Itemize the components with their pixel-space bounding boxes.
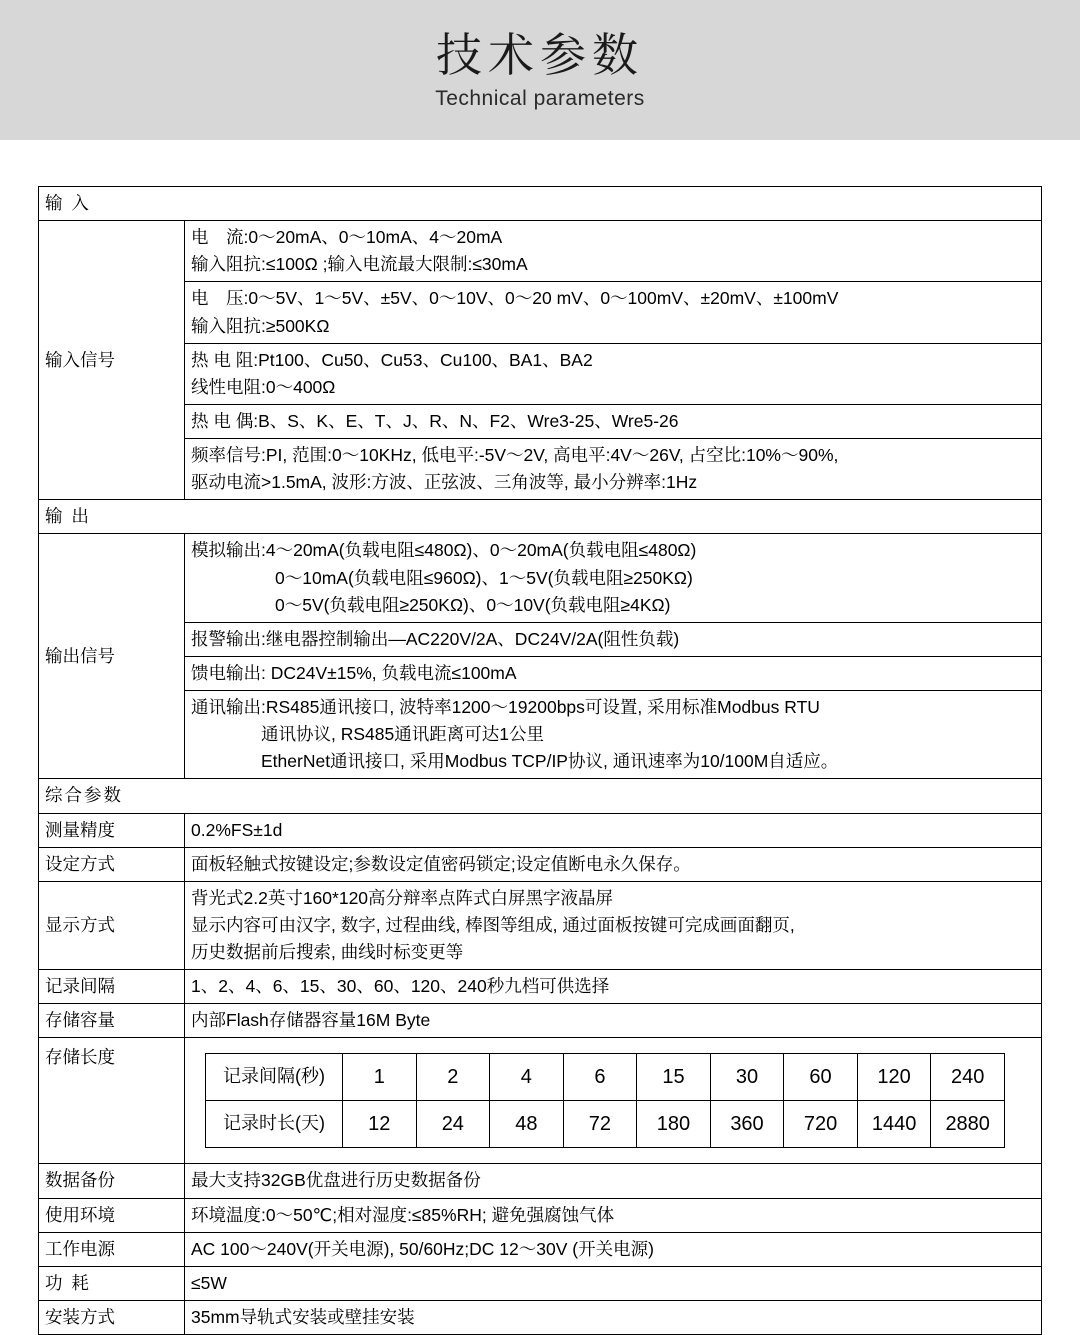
table-row — [206, 1054, 1005, 1101]
input-frequency-cell — [185, 439, 1042, 500]
cell-line: 馈电输出: DC24V±15%, 负载电流≤100mA — [191, 662, 517, 683]
storage-interval-cell: 60 — [784, 1054, 858, 1101]
table-row — [39, 500, 1042, 534]
cell-line: 输入阻抗:≤100Ω ;输入电流最大限制:≤30mA — [191, 254, 528, 275]
row-label-power: 工作电源 — [39, 1232, 185, 1266]
table-row — [39, 881, 1042, 969]
cell-line: EtherNet通讯接口, 采用Modbus TCP/IP协议, 通讯速率为10/100M自适应。 — [261, 751, 839, 772]
cell-line: 背光式2.2英寸160*120高分辩率点阵式白屏黑字液晶屏 — [191, 887, 614, 908]
input-current-cell — [185, 221, 1042, 282]
storage-duration-cell: 180 — [637, 1101, 711, 1148]
table-row — [39, 656, 1042, 690]
storage-length-table — [205, 1053, 1005, 1148]
storage-interval-cell: 240 — [931, 1054, 1005, 1101]
mounting-value: 35mm导轨式安装或壁挂安装 — [185, 1300, 1042, 1334]
table-row — [39, 343, 1042, 404]
table-row — [39, 622, 1042, 656]
table-row — [39, 1038, 1042, 1164]
setting-value: 面板轻触式按键设定;参数设定值密码锁定;设定值断电永久保存。 — [185, 847, 1042, 881]
cell-line: 频率信号:PI, 范围:0～10KHz, 低电平:-5V～2V, 高电平:4V～26V, 占空比:10%～90%, — [191, 445, 839, 465]
row-label-input-signal: 输入信号 — [39, 221, 185, 500]
table-row — [39, 534, 1042, 622]
cell-line: 0～10mA(负载电阻≤960Ω)、1～5V(负载电阻≥250KΩ) — [275, 567, 693, 588]
storage-interval-cell: 4 — [490, 1054, 564, 1101]
row-label-accuracy: 测量精度 — [39, 813, 185, 847]
output-communication-cell — [185, 691, 1042, 779]
storage-duration-header: 记录时长(天) — [206, 1101, 343, 1148]
cell-line: 电 流:0～20mA、0～10mA、4～20mA — [191, 227, 503, 248]
storage-duration-cell: 48 — [490, 1101, 564, 1148]
row-label-consumption: 功 耗 — [39, 1266, 185, 1300]
cell-line: 0～5V(负载电阻≥250KΩ)、0～10V(负载电阻≥4KΩ) — [275, 594, 671, 615]
display-value — [185, 881, 1042, 969]
cell-line: 通讯协议, RS485通讯距离可达1公里 — [261, 724, 544, 745]
storage-length-table-wrap — [191, 1041, 1035, 1160]
table-row — [39, 1300, 1042, 1334]
power-value: AC 100～240V(开关电源), 50/60Hz;DC 12～30V (开关电源) — [185, 1232, 1042, 1266]
storage-duration-cell: 72 — [563, 1101, 637, 1148]
table-row — [39, 187, 1042, 221]
table-row — [39, 1004, 1042, 1038]
row-label-mounting: 安装方式 — [39, 1300, 185, 1334]
cell-line: 线性电阻:0～400Ω — [191, 376, 336, 397]
cell-line: 输入阻抗:≥500KΩ — [191, 315, 330, 336]
input-thermocouple-cell — [185, 404, 1042, 438]
table-row — [39, 1232, 1042, 1266]
section-header-output: 输 出 — [39, 500, 1042, 534]
cell-line: 通讯输出:RS485通讯接口, 波特率1200～19200bps可设置, 采用标准Modbus RTU — [191, 697, 820, 717]
cell-line: 热 电 阻:Pt100、Cu50、Cu53、Cu100、BA1、BA2 — [191, 349, 593, 370]
row-label-setting: 设定方式 — [39, 847, 185, 881]
storage-interval-cell: 2 — [416, 1054, 490, 1101]
table-row — [39, 1266, 1042, 1300]
storage-duration-cell: 2880 — [931, 1101, 1005, 1148]
section-header-general: 综合参数 — [39, 779, 1042, 813]
table-row — [39, 779, 1042, 813]
storage-interval-cell: 1 — [343, 1054, 417, 1101]
output-alarm-cell — [185, 622, 1042, 656]
table-row — [39, 813, 1042, 847]
row-label-output-signal: 输出信号 — [39, 534, 185, 779]
cell-line: 报警输出:继电器控制输出—AC220V/2A、DC24V/2A(阻性负载) — [191, 628, 680, 649]
storage-duration-cell: 12 — [343, 1101, 417, 1148]
table-row — [206, 1101, 1005, 1148]
input-voltage-cell — [185, 282, 1042, 343]
output-analog-cell — [185, 534, 1042, 622]
storage-duration-cell: 360 — [710, 1101, 784, 1148]
storage-length-cell — [185, 1038, 1042, 1164]
row-label-display: 显示方式 — [39, 881, 185, 969]
cell-line: 显示内容可由汉字, 数字, 过程曲线, 棒图等组成, 通过面板按键可完成画面翻页, — [191, 914, 795, 935]
cell-line: 驱动电流>1.5mA, 波形:方波、正弦波、三角波等, 最小分辨率:1Hz — [191, 472, 698, 493]
storage-interval-cell: 15 — [637, 1054, 711, 1101]
table-row — [39, 691, 1042, 779]
page-subtitle: Technical parameters — [435, 87, 645, 111]
cell-line: 模拟输出:4～20mA(负载电阻≤480Ω)、0～20mA(负载电阻≤480Ω) — [191, 540, 697, 561]
table-row — [39, 439, 1042, 500]
cell-line: 热 电 偶:B、S、K、E、T、J、R、N、F2、Wre3-25、Wre5-26 — [191, 410, 679, 431]
table-row — [39, 970, 1042, 1004]
row-label-interval: 记录间隔 — [39, 970, 185, 1004]
row-label-environment: 使用环境 — [39, 1198, 185, 1232]
storage-interval-header: 记录间隔(秒) — [206, 1054, 343, 1101]
storage-interval-cell: 30 — [710, 1054, 784, 1101]
capacity-value: 内部Flash存储器容量16M Byte — [185, 1004, 1042, 1038]
cell-line: 电 压:0～5V、1～5V、±5V、0～10V、0～20 mV、0～100mV、±20mV、±100mV — [191, 288, 839, 309]
table-row — [39, 847, 1042, 881]
table-row — [39, 282, 1042, 343]
output-supply-cell — [185, 656, 1042, 690]
storage-interval-cell: 120 — [857, 1054, 931, 1101]
input-rtd-cell — [185, 343, 1042, 404]
cell-line: 历史数据前后搜索, 曲线时标变更等 — [191, 942, 464, 962]
storage-duration-cell: 1440 — [857, 1101, 931, 1148]
storage-interval-cell: 6 — [563, 1054, 637, 1101]
page-header — [0, 0, 1080, 140]
table-row — [39, 221, 1042, 282]
storage-duration-cell: 24 — [416, 1101, 490, 1148]
spec-sheet — [0, 140, 1080, 1335]
table-row — [39, 1198, 1042, 1232]
specifications-table — [38, 186, 1042, 1335]
row-label-capacity: 存储容量 — [39, 1004, 185, 1038]
backup-value: 最大支持32GB优盘进行历史数据备份 — [185, 1164, 1042, 1198]
interval-value: 1、2、4、6、15、30、60、120、240秒九档可供选择 — [185, 970, 1042, 1004]
accuracy-value: 0.2%FS±1d — [185, 813, 1042, 847]
row-label-backup: 数据备份 — [39, 1164, 185, 1198]
table-row — [39, 1164, 1042, 1198]
storage-duration-cell: 720 — [784, 1101, 858, 1148]
consumption-value: ≤5W — [185, 1266, 1042, 1300]
page-title: 技术参数 — [436, 28, 644, 81]
section-header-input: 输 入 — [39, 187, 1042, 221]
environment-value: 环境温度:0～50℃;相对湿度:≤85%RH; 避免强腐蚀气体 — [185, 1198, 1042, 1232]
table-row — [39, 404, 1042, 438]
row-label-storage-length: 存储长度 — [39, 1038, 185, 1164]
